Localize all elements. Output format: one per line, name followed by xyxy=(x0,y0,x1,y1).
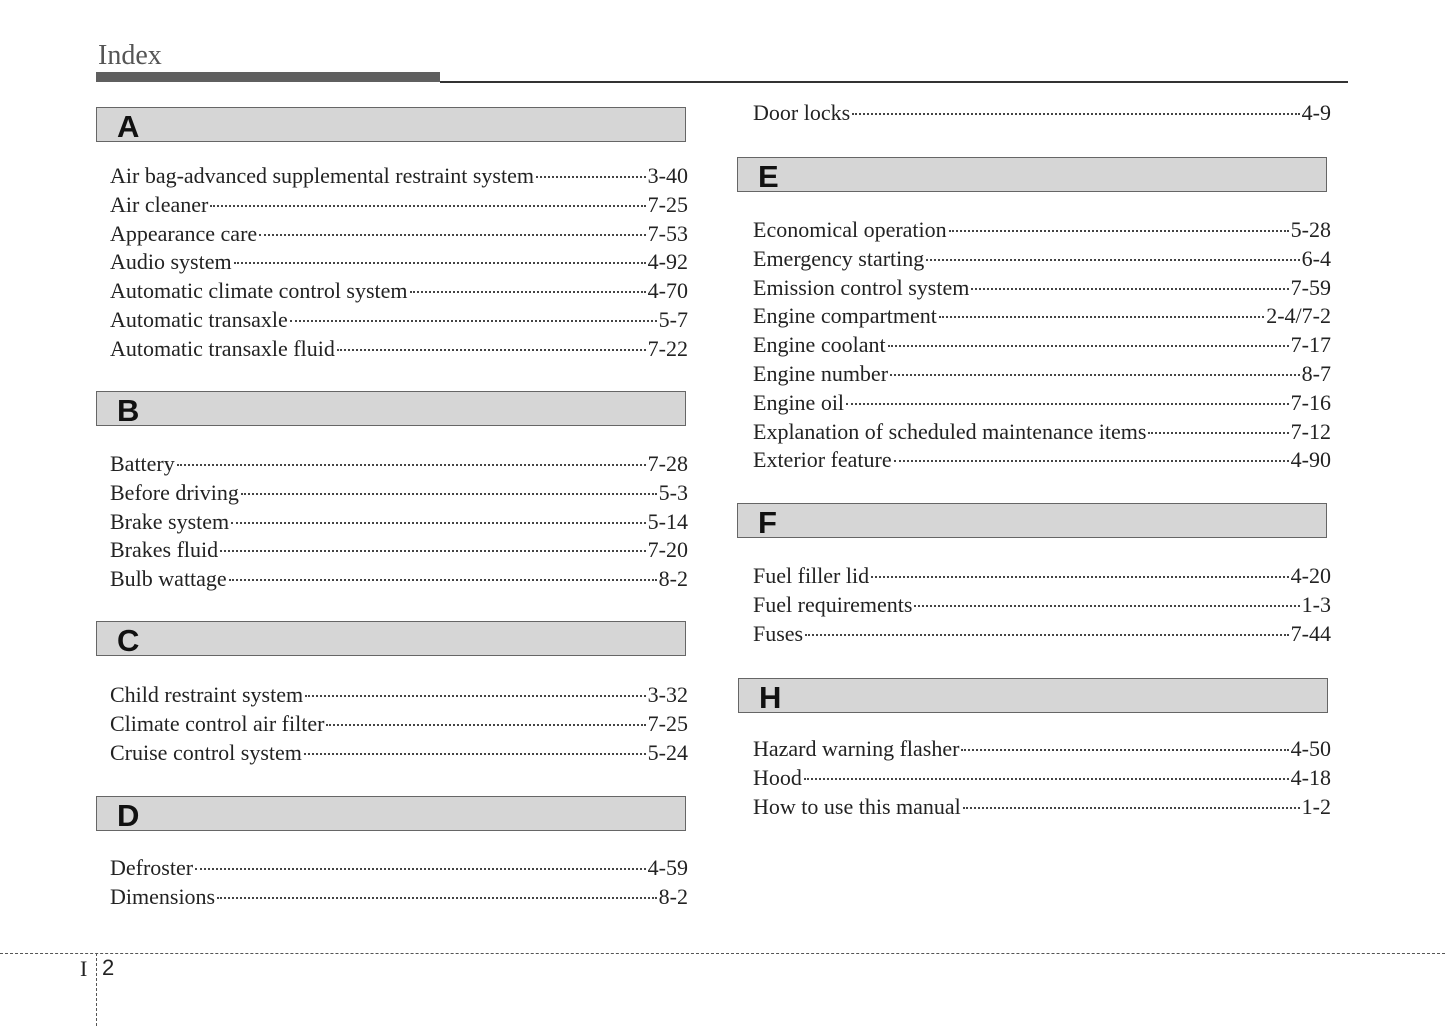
entry-label: Child restraint system xyxy=(110,682,304,707)
footer-section: I xyxy=(80,956,88,981)
entry-page: 6-4 xyxy=(1301,245,1331,271)
entry-page: 4-70 xyxy=(647,278,688,304)
section-letter: F xyxy=(758,505,777,540)
entry-label: Hazard warning flasher xyxy=(753,736,960,761)
entry-label: Exterior feature xyxy=(753,447,892,473)
entry-page: 5-24 xyxy=(647,739,688,765)
index-list xyxy=(753,562,1331,648)
entry-label: Appearance care xyxy=(110,220,258,246)
index-entry xyxy=(753,274,1331,303)
index-entry xyxy=(753,418,1331,447)
dot-leader xyxy=(326,724,645,726)
dot-leader xyxy=(852,113,1300,115)
index-entry xyxy=(110,536,688,565)
dot-leader xyxy=(846,403,1289,405)
entry-label: Fuel filler lid xyxy=(753,563,870,588)
index-entry xyxy=(110,191,688,220)
dot-leader xyxy=(210,205,645,207)
entry-page: 7-53 xyxy=(647,220,688,246)
index-list xyxy=(110,162,688,364)
index-entry xyxy=(753,389,1331,418)
index-entry xyxy=(110,220,688,249)
entry-label: Engine number xyxy=(753,360,889,386)
entry-label: Engine oil xyxy=(753,389,845,415)
entry-label: Emergency starting xyxy=(753,245,925,271)
entry-page: 4-59 xyxy=(647,855,688,880)
index-entry xyxy=(753,764,1331,793)
page-number: 2 xyxy=(102,955,115,980)
entry-label: Engine coolant xyxy=(753,332,886,358)
entry-page: 7-16 xyxy=(1290,389,1331,415)
entry-page: 4-90 xyxy=(1290,447,1331,473)
index-entry xyxy=(753,216,1331,245)
dot-leader xyxy=(259,234,646,236)
section-letter: C xyxy=(117,623,140,658)
entry-label: Automatic transaxle xyxy=(110,306,288,332)
entry-page: 8-2 xyxy=(658,566,688,592)
entry-label: Dimensions xyxy=(110,883,216,909)
entry-page: 5-7 xyxy=(658,306,688,332)
dot-leader xyxy=(304,753,646,755)
index-entry xyxy=(110,248,688,277)
index-entry xyxy=(753,99,1331,128)
entry-page: 4-18 xyxy=(1290,764,1331,790)
entry-label: Defroster xyxy=(110,855,194,880)
entry-label: Battery xyxy=(110,451,175,476)
footer-divider xyxy=(0,953,1445,954)
dot-leader xyxy=(949,230,1289,232)
entry-page: 7-25 xyxy=(647,710,688,736)
index-entry xyxy=(110,508,688,537)
entry-page: 5-28 xyxy=(1290,217,1331,242)
entry-page: 3-32 xyxy=(647,682,688,707)
index-entry xyxy=(753,245,1331,274)
entry-page: 7-25 xyxy=(647,191,688,217)
section-header-d xyxy=(96,796,686,831)
index-list xyxy=(110,681,688,767)
dot-leader xyxy=(337,349,646,351)
page-title: Index xyxy=(98,40,162,71)
entry-label: Engine compartment xyxy=(753,303,937,329)
index-entry xyxy=(110,710,688,739)
section-header-a xyxy=(96,107,686,142)
index-list xyxy=(110,450,688,594)
title-bar xyxy=(96,72,440,82)
dot-leader xyxy=(229,579,657,581)
dot-leader xyxy=(894,460,1289,462)
section-letter: E xyxy=(758,159,779,194)
entry-label: Hood xyxy=(753,764,802,790)
entry-page: 7-44 xyxy=(1290,620,1331,646)
dot-leader xyxy=(971,288,1288,290)
dot-leader xyxy=(805,634,1289,636)
entry-page: 7-59 xyxy=(1290,274,1331,300)
index-entry xyxy=(110,450,688,479)
section-letter: H xyxy=(759,680,782,715)
index-entry xyxy=(753,446,1331,475)
index-entry xyxy=(110,277,688,306)
entry-page: 1-3 xyxy=(1301,591,1331,617)
index-entry xyxy=(110,739,688,768)
entry-page: 5-3 xyxy=(658,479,688,505)
index-entry xyxy=(110,306,688,335)
entry-page: 4-50 xyxy=(1290,736,1331,761)
dot-leader xyxy=(890,374,1300,376)
dot-leader xyxy=(963,807,1300,809)
section-header-e xyxy=(737,157,1327,192)
dot-leader xyxy=(195,868,646,870)
dot-leader xyxy=(536,176,646,178)
entry-label: Door locks xyxy=(753,100,851,125)
dot-leader xyxy=(410,291,646,293)
entry-label: Air bag-advanced supplemental restraint system xyxy=(110,163,534,188)
index-list xyxy=(753,216,1331,475)
entry-page: 4-20 xyxy=(1290,563,1331,588)
entry-page: 8-2 xyxy=(658,883,688,909)
entry-page: 4-9 xyxy=(1301,100,1331,125)
dot-leader xyxy=(961,749,1288,751)
section-letter: A xyxy=(117,109,140,144)
dot-leader xyxy=(220,550,646,552)
index-list xyxy=(110,854,688,912)
entry-label: Brakes fluid xyxy=(110,537,219,563)
index-entry xyxy=(110,854,688,883)
index-list xyxy=(753,99,1331,128)
index-entry xyxy=(753,620,1331,649)
entry-page: 2-4/7-2 xyxy=(1266,303,1331,329)
index-entry xyxy=(110,565,688,594)
section-letter: D xyxy=(117,798,140,833)
dot-leader xyxy=(871,576,1289,578)
section-header-b xyxy=(96,391,686,426)
index-entry xyxy=(753,591,1331,620)
dot-leader xyxy=(217,897,657,899)
entry-label: Fuel requirements xyxy=(753,591,913,617)
section-letter: B xyxy=(117,393,140,428)
entry-page: 8-7 xyxy=(1301,360,1331,386)
entry-page: 3-40 xyxy=(647,163,688,188)
index-entry xyxy=(753,302,1331,331)
entry-page: 7-28 xyxy=(647,451,688,476)
dot-leader xyxy=(804,778,1289,780)
index-entry xyxy=(110,335,688,364)
entry-label: How to use this manual xyxy=(753,793,961,819)
dot-leader xyxy=(926,259,1299,261)
entry-label: Air cleaner xyxy=(110,191,209,217)
entry-label: Emission control system xyxy=(753,274,970,300)
entry-page: 1-2 xyxy=(1301,793,1331,819)
index-entry xyxy=(753,562,1331,591)
entry-page: 7-12 xyxy=(1290,418,1331,444)
dot-leader xyxy=(290,320,657,322)
entry-label: Automatic climate control system xyxy=(110,278,408,304)
title-rule xyxy=(440,81,1348,83)
dot-leader xyxy=(914,605,1299,607)
entry-page: 4-92 xyxy=(647,249,688,275)
index-entry xyxy=(110,681,688,710)
dot-leader xyxy=(241,493,657,495)
entry-label: Economical operation xyxy=(753,217,947,242)
index-entry xyxy=(753,735,1331,764)
index-entry xyxy=(110,883,688,912)
entry-label: Before driving xyxy=(110,479,239,505)
section-header-c xyxy=(96,621,686,656)
entry-page: 7-20 xyxy=(647,537,688,563)
section-header-f xyxy=(737,503,1327,538)
entry-label: Climate control air filter xyxy=(110,710,325,736)
dot-leader xyxy=(234,262,646,264)
section-header-h xyxy=(738,678,1328,713)
entry-page: 5-14 xyxy=(647,508,688,534)
entry-page: 7-17 xyxy=(1290,332,1331,358)
dot-leader xyxy=(177,464,646,466)
index-list xyxy=(753,735,1331,821)
index-entry xyxy=(110,479,688,508)
footer-divider-vertical xyxy=(96,953,97,1026)
index-entry xyxy=(110,162,688,191)
entry-label: Automatic transaxle fluid xyxy=(110,335,335,361)
entry-label: Bulb wattage xyxy=(110,566,227,592)
entry-label: Cruise control system xyxy=(110,739,302,765)
entry-label: Brake system xyxy=(110,508,230,534)
entry-page: 7-22 xyxy=(647,335,688,361)
dot-leader xyxy=(939,316,1264,318)
dot-leader xyxy=(231,522,646,524)
entry-label: Fuses xyxy=(753,620,804,646)
entry-label: Explanation of scheduled maintenance items xyxy=(753,418,1147,444)
index-entry xyxy=(753,360,1331,389)
dot-leader xyxy=(888,345,1289,347)
dot-leader xyxy=(1148,432,1288,434)
dot-leader xyxy=(305,695,646,697)
index-entry xyxy=(753,331,1331,360)
entry-label: Audio system xyxy=(110,249,232,275)
index-entry xyxy=(753,793,1331,822)
